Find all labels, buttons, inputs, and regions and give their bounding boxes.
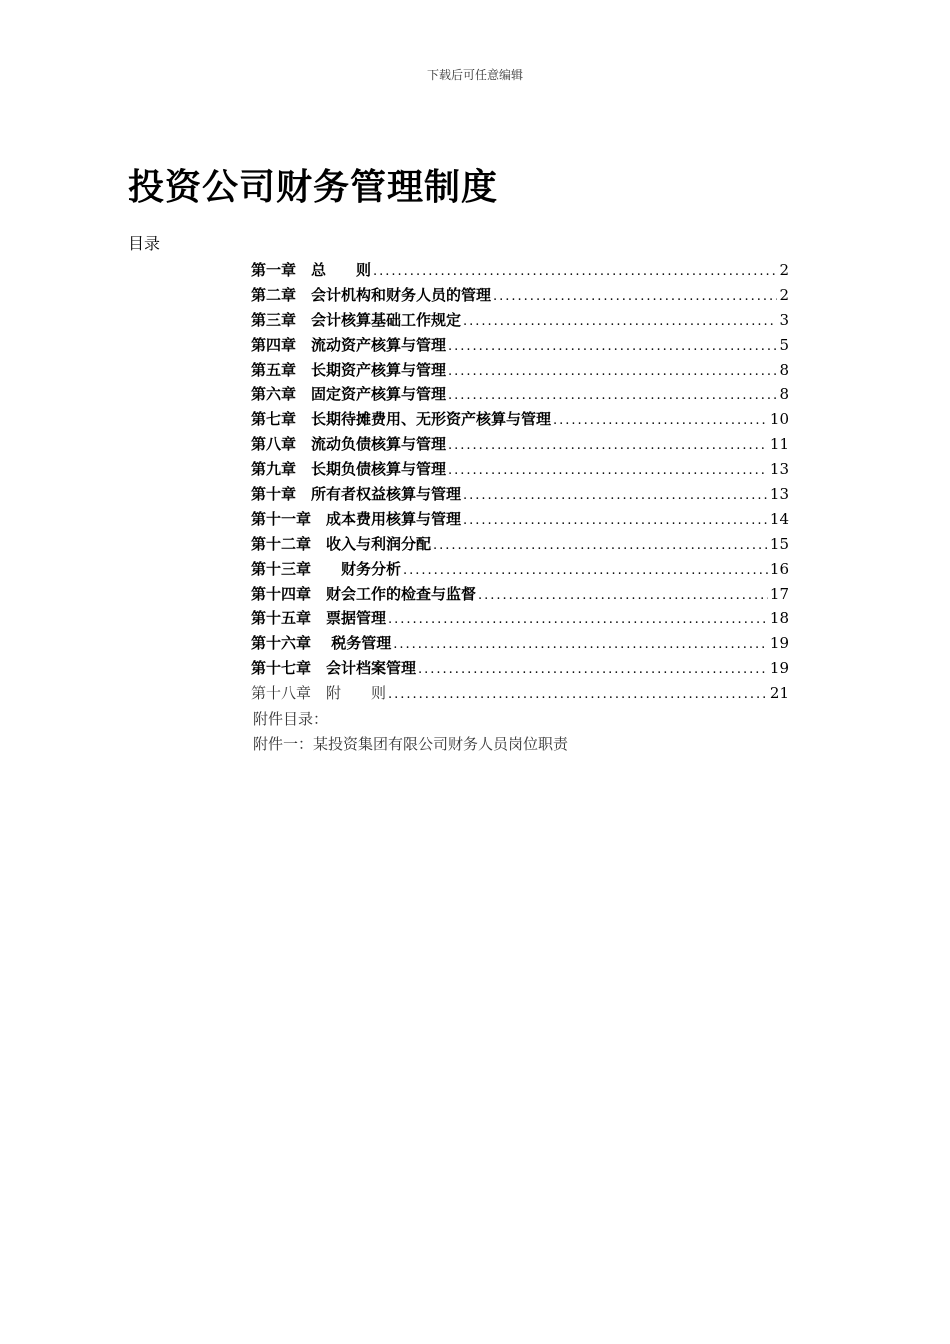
toc-entry-label: 第十章 所有者权益核算与管理: [251, 485, 462, 504]
toc-entry-page: 18: [769, 609, 789, 628]
toc-entry-label: 第十四章 财会工作的检查与监督: [251, 584, 477, 603]
toc-entry-page: 19: [769, 634, 789, 653]
toc-entry-page: 3: [779, 310, 789, 329]
toc-dot-leader: [553, 410, 768, 432]
toc-entry-page: 2: [779, 261, 789, 279]
appendix-item[interactable]: 附件一：某投资集团有限公司财务人员岗位职责: [253, 735, 569, 753]
toc-dot-leader: [493, 286, 777, 308]
toc-entry-label: 第六章 固定资产核算与管理: [251, 385, 447, 404]
toc-dot-leader: [448, 460, 768, 482]
toc-entry-label: 第十八章 附 则: [251, 684, 387, 703]
toc-entry[interactable]: [251, 632, 789, 657]
toc-dot-leader: [448, 435, 768, 457]
document-title: 投资公司财务管理制度: [128, 167, 499, 208]
toc-entry-page: 11: [769, 435, 789, 454]
toc-dot-leader: [463, 485, 768, 507]
toc-dot-leader: [403, 560, 768, 582]
toc-entry-label: 第十二章 收入与利润分配: [251, 534, 432, 553]
toc-entry-label: 第八章 流动负债核算与管理: [251, 435, 447, 454]
toc-entry[interactable]: [251, 533, 789, 558]
toc-dot-leader: [373, 261, 777, 283]
table-of-contents: [251, 259, 789, 707]
toc-entry-page: 2: [779, 285, 789, 304]
toc-entry-page: 8: [779, 360, 789, 379]
toc-dot-leader: [433, 535, 768, 557]
toc-entry-page: 17: [769, 584, 789, 603]
toc-entry-page: 19: [769, 659, 789, 678]
toc-entry[interactable]: [251, 284, 789, 309]
toc-entry[interactable]: [251, 433, 789, 458]
toc-dot-leader: [478, 585, 768, 607]
toc-dot-leader: [448, 336, 777, 358]
toc-entry-label: 第十一章 成本费用核算与管理: [251, 509, 462, 528]
toc-entry-page: 21: [769, 684, 789, 703]
toc-entry[interactable]: [251, 359, 789, 384]
toc-dot-leader: [448, 385, 777, 407]
toc-entry-label: 第九章 长期负债核算与管理: [251, 460, 447, 479]
toc-entry[interactable]: [251, 583, 789, 608]
toc-entry-page: 13: [769, 485, 789, 504]
toc-entry[interactable]: [251, 682, 789, 707]
toc-entry[interactable]: [251, 458, 789, 483]
toc-entry-label: 第二章 会计机构和财务人员的管理: [251, 285, 492, 304]
toc-entry-label: 第三章 会计核算基础工作规定: [251, 310, 462, 329]
toc-entry[interactable]: [251, 408, 789, 433]
toc-entry-page: 14: [769, 509, 789, 528]
toc-entry-page: 15: [769, 534, 789, 553]
toc-dot-leader: [418, 659, 768, 681]
toc-entry-page: 13: [769, 460, 789, 479]
toc-entry[interactable]: [251, 483, 789, 508]
toc-entry[interactable]: [251, 383, 789, 408]
toc-dot-leader: [393, 634, 768, 656]
toc-entry[interactable]: [251, 607, 789, 632]
toc-entry-label: 第一章 总 则: [251, 261, 372, 279]
appendix-heading: 附件目录：: [253, 710, 329, 728]
toc-entry-label: 第七章 长期待摊费用、无形资产核算与管理: [251, 410, 552, 429]
page-header-note: 下载后可任意编辑: [426, 68, 523, 82]
toc-entry[interactable]: [251, 309, 789, 334]
toc-entry-page: 16: [769, 559, 789, 578]
toc-dot-leader: [388, 609, 768, 631]
toc-entry-label: 第十五章 票据管理: [251, 609, 387, 628]
toc-entry-label: 第四章 流动资产核算与管理: [251, 335, 447, 354]
toc-entry[interactable]: [251, 259, 789, 284]
toc-entry-page: 8: [779, 385, 789, 404]
toc-dot-leader: [463, 510, 768, 532]
toc-entry-label: 第五章 长期资产核算与管理: [251, 360, 447, 379]
toc-entry-label: 第十七章 会计档案管理: [251, 659, 417, 678]
toc-dot-leader: [448, 361, 777, 383]
toc-heading: 目录: [128, 234, 161, 253]
toc-entry-label: 第十六章 税务管理: [251, 634, 392, 653]
toc-entry[interactable]: [251, 508, 789, 533]
toc-dot-leader: [388, 684, 768, 706]
toc-entry[interactable]: [251, 558, 789, 583]
toc-dot-leader: [463, 311, 777, 333]
toc-entry[interactable]: [251, 657, 789, 682]
toc-entry-label: 第十三章 财务分析: [251, 559, 402, 578]
toc-entry[interactable]: [251, 334, 789, 359]
toc-entry-page: 10: [769, 410, 789, 429]
toc-entry-page: 5: [779, 335, 789, 354]
